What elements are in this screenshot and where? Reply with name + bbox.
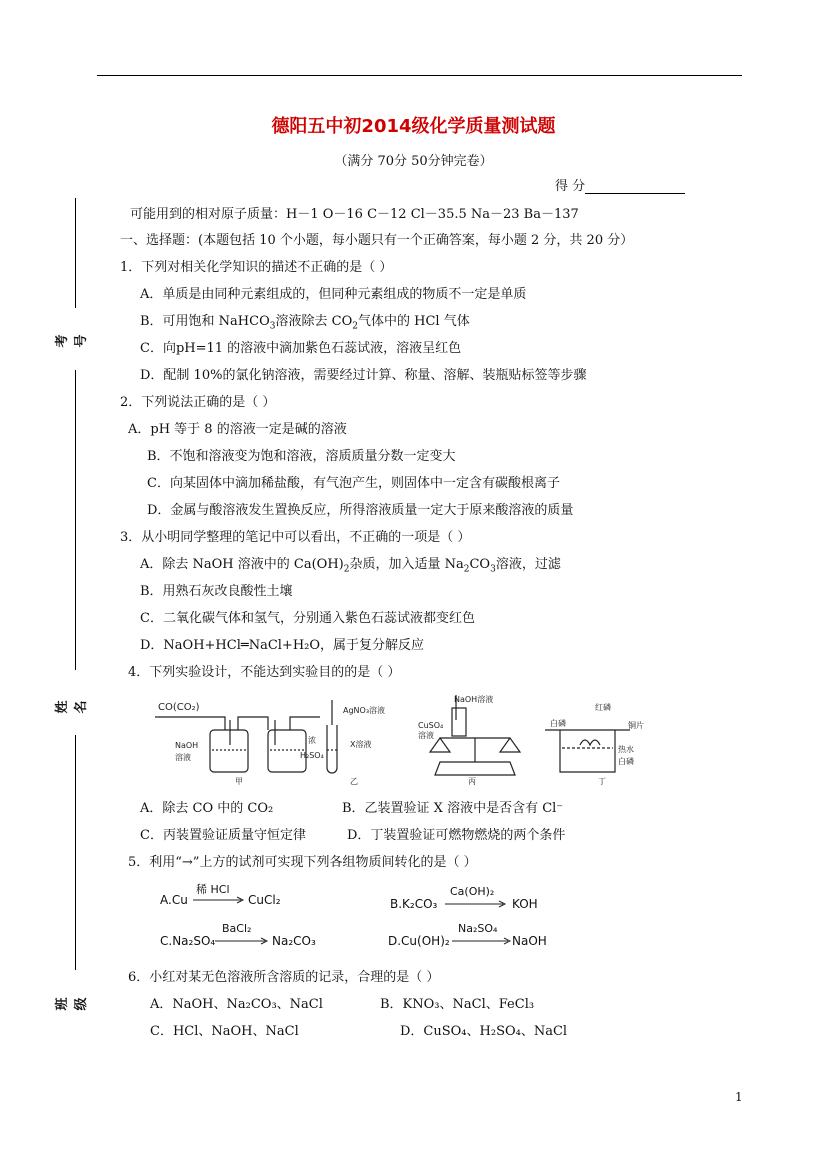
q6-option-c: C．HCl、NaOH、NaCl — [150, 1024, 299, 1039]
q4-option-b: B．乙装置验证 X 溶液中是否含有 Cl⁻ — [342, 801, 564, 816]
q5-c-reagent: BaCl₂ — [222, 922, 252, 935]
score-blank[interactable] — [585, 179, 685, 194]
q1-option-a: A．单质是由同种元素组成的，但同种元素组成的物质不一定是单质 — [140, 287, 527, 302]
exam-number-label: 考号 — [55, 334, 89, 348]
fig-copper-label: 铜片 — [628, 721, 644, 730]
section-heading: 一、选择题：(本题包括 10 个小题，每小题只有一个正确答案，每小题 2 分，共 20 分） — [120, 233, 634, 248]
fig-white-p2-label: 白磷 — [618, 757, 634, 766]
q5-b-reagent: Ca(OH)₂ — [450, 885, 495, 898]
q5-b-right: KOH — [512, 897, 538, 911]
fig-naoh-label: NaOH — [175, 741, 199, 750]
q4-option-c: C．丙装置验证质量守恒定律 — [140, 828, 306, 843]
binding-line-2 — [75, 370, 76, 670]
q5-d-left: D.Cu(OH)₂ — [388, 934, 450, 948]
fig-x-solution-label: X溶液 — [350, 740, 372, 749]
fig-naoh2-label: NaOH溶液 — [454, 695, 494, 704]
experiment-figure — [150, 690, 650, 790]
q5-b-left: B.K₂CO₃ — [390, 897, 438, 911]
question-1-stem: 1．下列对相关化学知识的描述不正确的是（ ） — [120, 260, 393, 275]
q5-c-left: C.Na₂SO₄ — [160, 934, 216, 948]
q3-option-c: C．二氧化碳气体和氢气，分别通入紫色石蕊试液都变红色 — [140, 611, 475, 626]
atomic-masses: 可能用到的相对原子质量：H－1 O－16 C－12 Cl－35.5 Na－23 Ba－137 — [130, 207, 579, 222]
fig-white-p-label: 白磷 — [550, 719, 566, 728]
fig-hot-water-label: 热水 — [618, 745, 634, 754]
fig-solution2-label: 溶液 — [418, 731, 434, 740]
q4-option-d: D．丁装置验证可燃物燃烧的两个条件 — [347, 828, 566, 843]
fig-yi-label: 乙 — [350, 777, 358, 786]
q6-option-b: B．KNO₃、NaCl、FeCl₃ — [380, 997, 535, 1012]
q6-option-d: D．CuSO₄、H₂SO₄、NaCl — [400, 1024, 568, 1039]
q5-a-arrow — [193, 896, 245, 904]
page-subtitle: （满分 70分 50分钟完卷） — [334, 154, 493, 169]
q5-a-right: CuCl₂ — [248, 893, 281, 907]
fig-jia-label: 甲 — [235, 777, 243, 786]
fig-red-p-label: 红磷 — [595, 703, 611, 712]
binding-line-3 — [75, 735, 76, 970]
q5-d-right: NaOH — [512, 934, 547, 948]
q2-option-a: A．pH 等于 8 的溶液一定是碱的溶液 — [128, 422, 347, 437]
score-field — [555, 175, 685, 194]
fig-cuso4-label: CuSO₄ — [418, 721, 444, 730]
q5-d-arrow — [452, 937, 512, 945]
q6-option-a: A．NaOH、Na₂CO₃、NaCl — [150, 997, 323, 1012]
fig-bottle-1 — [210, 730, 248, 772]
q3-option-a: A．除去 NaOH 溶液中的 $Ca(OH)_2$杂质，加入适量 $Na_2CO_3$溶液，过滤 — [140, 557, 561, 575]
question-3-stem: 3．从小明同学整理的笔记中可以看出，不正确的一项是（ ） — [120, 530, 471, 545]
fig-co-label: CO(CO₂) — [158, 702, 200, 713]
q4-option-a: A．除去 CO 中的 CO₂ — [140, 801, 274, 816]
score-label: 得 分 — [555, 179, 586, 194]
q2-option-d: D．金属与酸溶液发生置换反应，所得溶液质量一定大于原来酸溶液的质量 — [147, 503, 574, 518]
fig-h2so4-label: H₂SO₄ — [300, 751, 324, 760]
fig-bing-label: 丙 — [468, 777, 476, 786]
class-label: 班级 — [55, 997, 89, 1011]
q5-a-reagent: 稀 HCl — [196, 883, 230, 896]
q2-option-b: B．不饱和溶液变为饱和溶液，溶质质量分数一定变大 — [147, 449, 456, 464]
top-rule — [97, 75, 742, 76]
fig-ding-label: 丁 — [598, 777, 606, 786]
fig-agno3-label: AgNO₃溶液 — [343, 706, 386, 715]
fig-inlet-tube — [155, 717, 225, 730]
q5-c-right: Na₂CO₃ — [272, 934, 316, 948]
q3-option-d: D．NaOH+HCl═NaCl+H₂O，属于复分解反应 — [140, 638, 425, 653]
q1-option-b: B．可用饱和 NaHCO$_3$溶液除去 $CO_2$气体中的 HCl 气体 — [140, 314, 470, 332]
q5-b-arrow — [445, 900, 507, 908]
binding-line-1 — [75, 198, 76, 308]
q1-option-d: D．配制 10%的氯化钠溶液，需要经过计算、称量、溶解、装瓶贴标签等步骤 — [140, 368, 587, 383]
q2-option-c: C．向某固体中滴加稀盐酸，有气泡产生，则固体中一定含有碳酸根离子 — [147, 476, 560, 491]
fig-balance-base — [435, 762, 515, 775]
fig-beaker — [452, 708, 466, 736]
question-2-stem: 2．下列说法正确的是（ ） — [120, 395, 276, 410]
question-5-stem: 5．利用“→”上方的试剂可实现下列各组物质间转化的是（ ） — [128, 855, 477, 870]
q5-a-left: A.Cu — [160, 893, 188, 907]
q5-c-arrow — [215, 937, 269, 945]
fig-hot-water-beaker — [560, 730, 615, 772]
q1-option-c: C．向pH=11 的溶液中滴加紫色石蕊试液，溶液呈红色 — [140, 341, 462, 356]
page-number: 1 — [735, 1090, 743, 1104]
question-4-stem: 4．下列实验设计，不能达到实验目的的是（ ） — [128, 665, 401, 680]
q3-option-b: B．用熟石灰改良酸性土壤 — [140, 584, 293, 599]
fig-solution-label: 溶液 — [175, 753, 191, 762]
page-title: 德阳五中初2014级化学质量测试题 — [271, 116, 556, 137]
fig-conc-label: 浓 — [308, 736, 316, 745]
fig-test-tube — [327, 725, 337, 773]
name-label: 姓名 — [55, 700, 89, 714]
question-6-stem: 6．小红对某无色溶液所含溶质的记录，合理的是（ ） — [128, 970, 440, 985]
q5-d-reagent: Na₂SO₄ — [458, 922, 498, 935]
